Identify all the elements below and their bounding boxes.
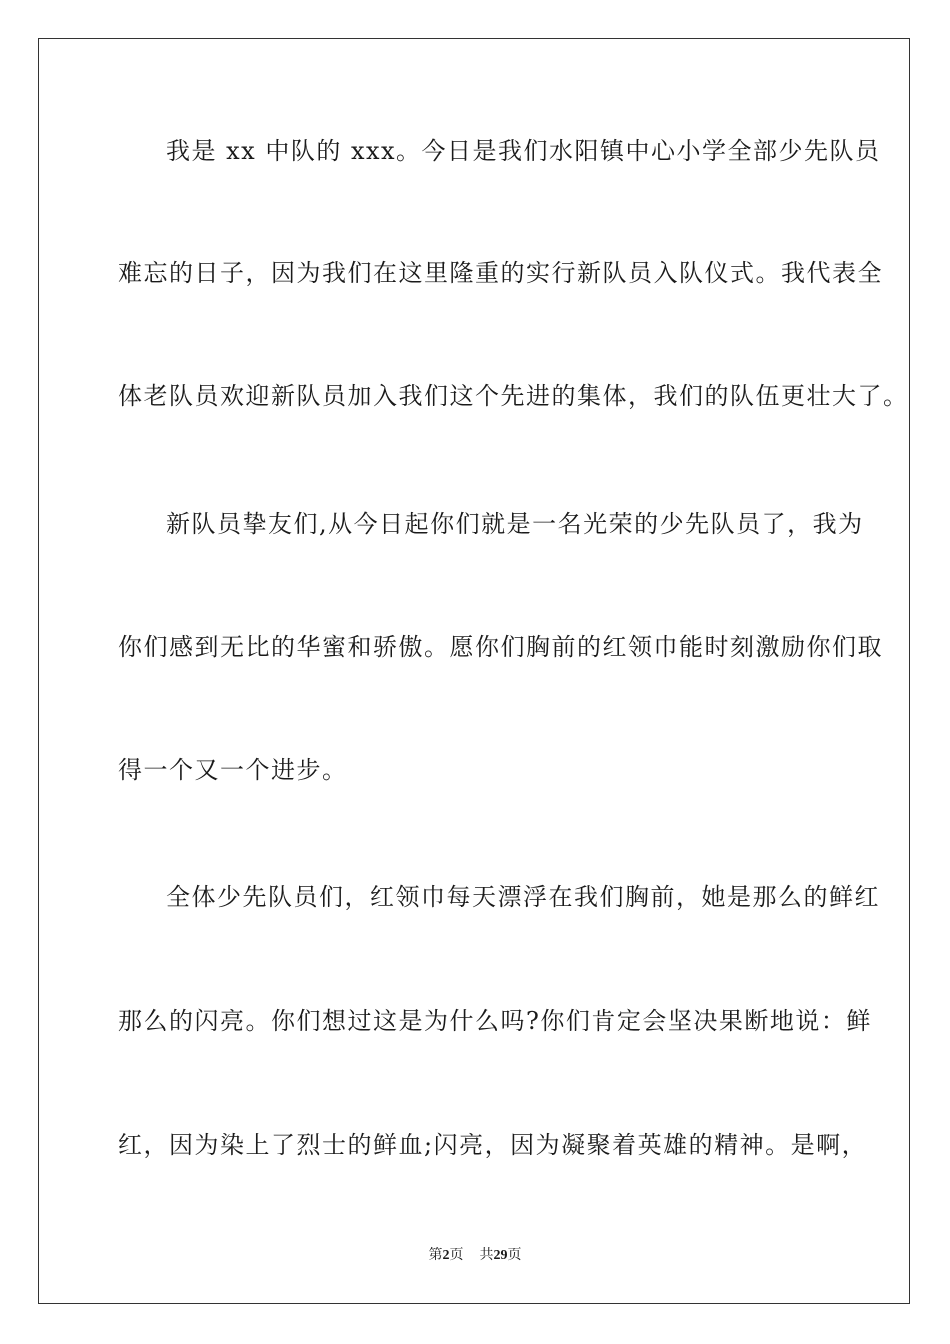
paragraph-1-line-3: 体老队员欢迎新队员加入我们这个先进的集体，我们的队伍更壮大了。 xyxy=(118,382,909,410)
total-prefix: 共 xyxy=(479,1248,494,1263)
page-footer xyxy=(0,1246,950,1266)
paragraph-2-line-3: 得一个又一个进步。 xyxy=(118,756,348,784)
page-border xyxy=(38,38,910,1304)
paragraph-2-line-1: 新队员挚友们,从今日起你们就是一名光荣的少先队员了，我为 xyxy=(166,510,864,538)
paragraph-3-line-1: 全体少先队员们，红领巾每天漂浮在我们胸前，她是那么的鲜红 xyxy=(166,883,880,911)
current-page-number: 2 xyxy=(442,1248,450,1263)
total-pages-number: 29 xyxy=(493,1248,508,1263)
paragraph-3-line-3: 红，因为染上了烈士的鲜血;闪亮，因为凝聚着英雄的精神。是啊， xyxy=(118,1131,868,1159)
paragraph-2-line-2: 你们感到无比的华蜜和骄傲。愿你们胸前的红领巾能时刻激励你们取 xyxy=(118,633,883,661)
page-prefix: 第 xyxy=(428,1248,443,1263)
paragraph-1-line-1: 我是 xx 中队的 xxx。今日是我们水阳镇中心小学全部少先队员 xyxy=(166,137,881,165)
paragraph-3-line-2: 那么的闪亮。你们想过这是为什么吗?你们肯定会坚决果断地说：鲜 xyxy=(118,1007,872,1035)
paragraph-1-line-2: 难忘的日子，因为我们在这里隆重的实行新队员入队仪式。我代表全 xyxy=(118,259,883,287)
total-suffix: 页 xyxy=(507,1248,522,1263)
page-suffix: 页 xyxy=(449,1248,464,1263)
